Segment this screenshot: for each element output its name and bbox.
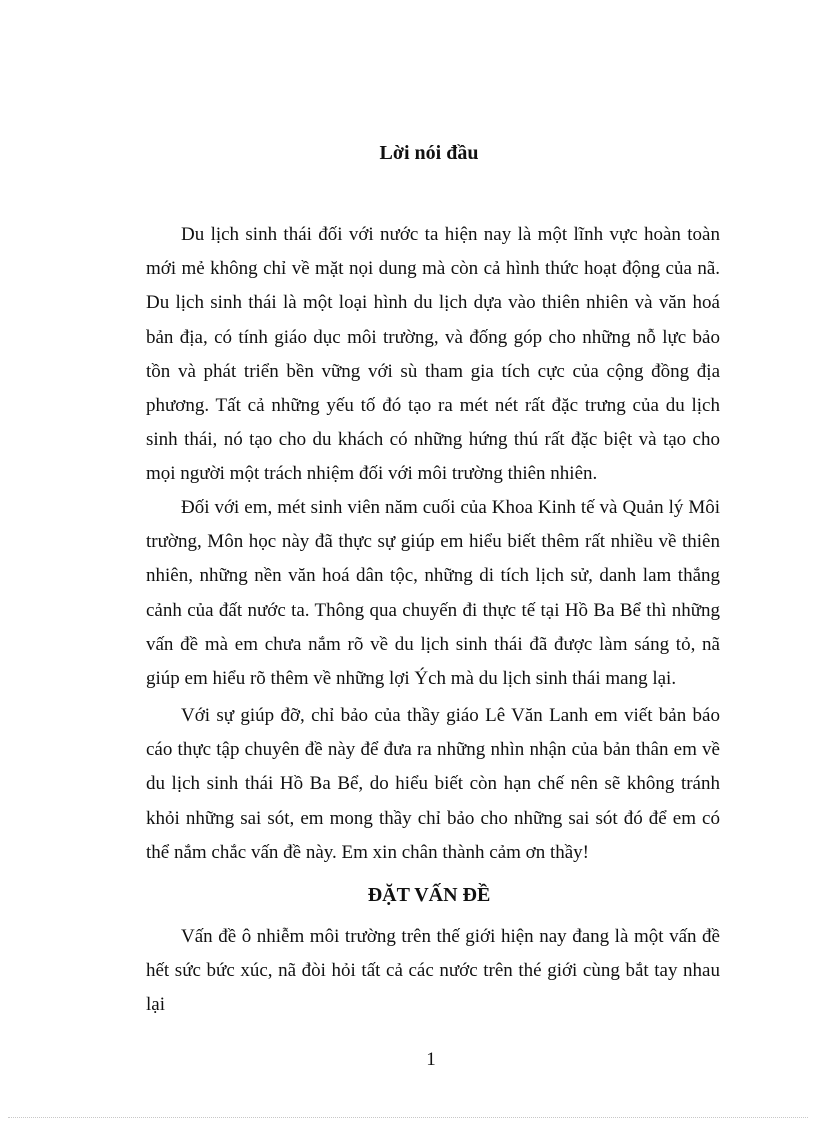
problem-statement-paragraph: Vấn đề ô nhiễm môi trường trên thế giới hiện nay đang là một vấn đề hết sức bức xúc, nã đòi hỏi tất cả các nước trên thé giới cùng bắt tay nhau lại bbox=[146, 926, 720, 1016]
page-number: 1 bbox=[426, 1049, 436, 1070]
preface-paragraph-2: Đối với em, mét sinh viên năm cuối của Khoa Kinh tế và Quản lý Môi trường, Môn học này đã thực sự giúp em hiểu biết thêm rất nhiều về thiên nhiên, những nền văn hoá dân tộc, những di tích lịch sử, danh lam thắng cảnh của đất nước ta. Thông qua chuyến đi thực tế tại Hồ Ba Bể thì những vấn đề mà em chưa nắm rõ về du lịch sinh thái đã được làm sáng tỏ, nã giúp em hiểu rõ thêm về những lợi Ých mà du lịch sinh thái mang lại. bbox=[146, 497, 720, 690]
problem-statement-heading: ĐẶT VẤN ĐỀ bbox=[367, 884, 491, 906]
preface-paragraph-1: Du lịch sinh thái đối với nước ta hiện nay là một lĩnh vực hoàn toàn mới mẻ không chỉ về mặt nọi dung mà còn cả hình thức hoạt động của nã. Du lịch sinh thái là một loại hình du lịch dựa vào thiên nhiên và văn hoá bản địa, có tính giáo dục môi trường, và đống góp cho những nỗ lực bảo tồn và phát triển bền vững với sù tham gia tích cực của cộng đồng địa phương. Tất cả những yếu tố đó tạo ra mét nét rất đặc trưng của du lịch sinh thái, nó tạo cho du khách có những hứng thú rất đặc biệt và tạo cho mọi người một trách nhiệm đối với môi trường thiên nhiên. bbox=[146, 224, 720, 485]
preface-heading: Lời nói đầu bbox=[379, 142, 479, 164]
preface-paragraph-3: Với sự giúp đỡ, chỉ bảo của thầy giáo Lê Văn Lanh em viết bản báo cáo thực tập chuyên đề này để đưa ra những nhìn nhận của bản thân em về du lịch sinh thái Hồ Ba Bể, do hiểu biết còn hạn chế nên sẽ không tránh khỏi những sai sót, em mong thầy chỉ bảo cho những sai sót đó để em có thể nắm chắc vấn đề này. Em xin chân thành cảm ơn thầy! bbox=[146, 705, 720, 863]
page-bottom-divider bbox=[8, 1117, 808, 1118]
